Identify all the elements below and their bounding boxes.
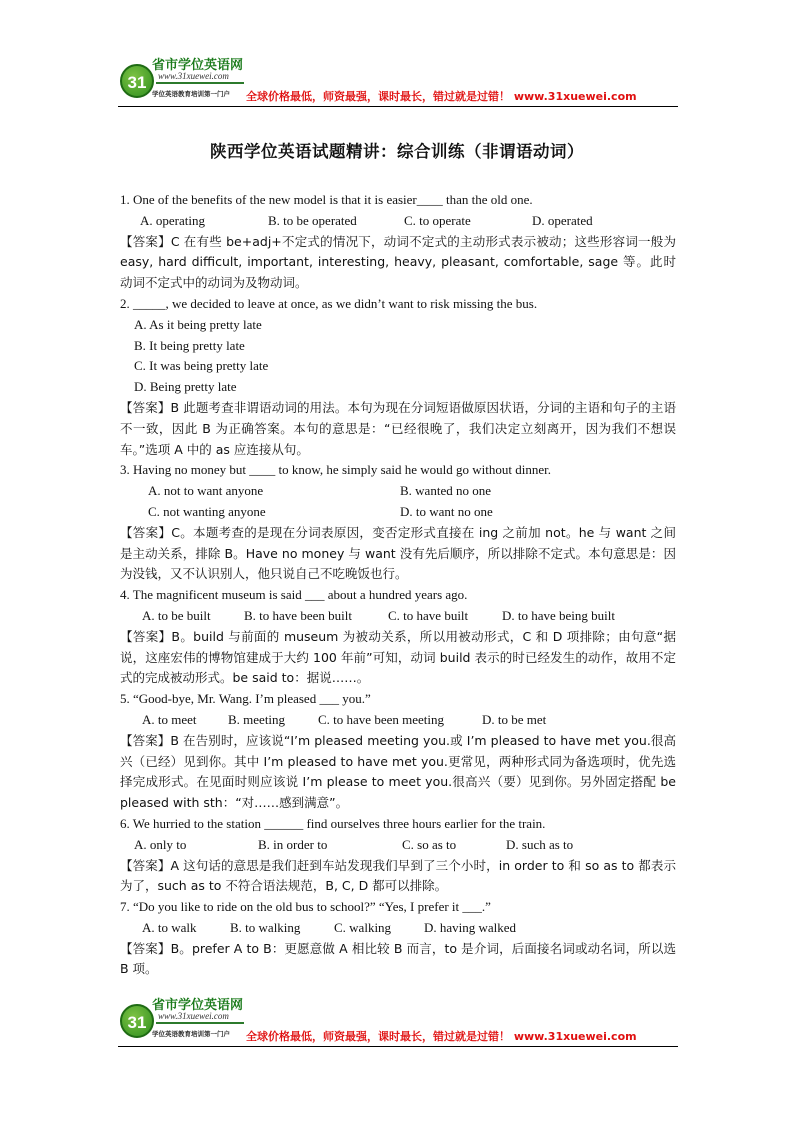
logo-url: www.31xuewei.com: [158, 1011, 229, 1021]
question-options: [120, 918, 676, 939]
question-stem: 7. “Do you like to ride on the old bus to school?” “Yes, I prefer it ___.”: [120, 899, 491, 915]
footer-rule: [118, 1046, 678, 1047]
option-d: D. such as to: [506, 836, 574, 852]
option-a: A. As it being pretty late: [134, 316, 262, 332]
option-b: B. It being pretty late: [134, 337, 245, 353]
option-c: C. to have built: [388, 607, 469, 623]
answer-explanation: 【答案】B。prefer A to B：更愿意做 A 相比较 B 而言，to 是介词，后面接名词或动名词，所以选 B 项。: [120, 940, 676, 977]
site-logo[interactable]: [118, 994, 258, 1046]
logo-site-name: 省市学位英语网: [152, 58, 244, 73]
option-b: B. to be operated: [268, 212, 357, 228]
question-options: [120, 606, 676, 627]
question-stem: 3. Having no money but ____ to know, he simply said he would go without dinner.: [120, 462, 552, 478]
question-options: [120, 710, 676, 731]
option-b: B. in order to: [258, 836, 328, 852]
option-c: C. to have been meeting: [318, 711, 444, 727]
footer-slogan: 全球价格最低，师资最强，课时最长，错过就是过错！ www.31xuewei.com: [246, 1030, 637, 1043]
option-d: D. operated: [532, 212, 593, 228]
option-d: D. to be met: [482, 711, 547, 727]
page-header: [118, 54, 678, 110]
question-options: [120, 835, 676, 856]
document-body: [120, 190, 676, 980]
logo-badge: 31: [120, 1004, 154, 1038]
option-c: C. so as to: [402, 836, 457, 852]
header-slogan: 全球价格最低，师资最强，课时最长，错过就是过错！ www.31xuewei.com: [246, 90, 637, 103]
option-d: D. to want no one: [400, 503, 493, 519]
logo-site-name: 省市学位英语网: [152, 998, 244, 1013]
option-b: B. meeting: [228, 711, 286, 727]
option-c: C. not wanting anyone: [148, 503, 266, 519]
answer-explanation: 【答案】B 在告别时，应该说“I’m pleased meeting you.或 I’m pleased to have met you.很高兴（已经）见到你。其中 I’m pleased to have met you.更常见，两种形式同为备选项时，优先选择完成形式。在见面时则应该说 I’m please to meet you.很高兴（要）见到你。另外固定搭配 be pleased with sth：“对……感到满意”。: [120, 732, 676, 811]
logo-url: www.31xuewei.com: [158, 71, 229, 81]
option-b: B. to walking: [230, 919, 301, 935]
question-stem: 5. “Good-bye, Mr. Wang. I’m pleased ___ you.”: [120, 691, 371, 707]
question-stem: 2. _____, we decided to leave at once, as we didn’t want to risk missing the bus.: [120, 295, 538, 311]
option-b: B. wanted no one: [400, 483, 491, 499]
option-a: A. to be built: [142, 607, 211, 623]
question-stem: 6. We hurried to the station ______ find ourselves three hours earlier for the train.: [120, 815, 546, 831]
option-d: D. Being pretty late: [134, 379, 237, 395]
answer-explanation: 【答案】C。本题考查的是现在分词表原因，变否定形式直接在 ing 之前加 not。he 与 want 之间是主动关系，排除 B。Have no money 与 want 没有先后顺序，所以排除不定式。本句意思是：因为没钱，又不认识别人，他只说自己不吃晚饭也行。: [120, 524, 676, 582]
question-stem: 1. One of the benefits of the new model is that it is easier____ than the old one.: [120, 192, 533, 207]
logo-underline: [156, 82, 244, 84]
option-a: A. to walk: [142, 919, 197, 935]
option-b: B. to have been built: [244, 607, 352, 623]
option-d: D. having walked: [424, 919, 517, 935]
option-c: C. It was being pretty late: [134, 358, 269, 374]
option-c: C. to operate: [404, 212, 471, 228]
answer-explanation: 【答案】A 这句话的意思是我们赶到车站发现我们早到了三个小时，in order to 和 so as to 都表示为了，such as to 不符合语法规范，B, C, D 都可以排除。: [120, 857, 676, 894]
header-rule: [118, 106, 678, 107]
option-c: C. walking: [334, 919, 392, 935]
page-title: 陕西学位英语试题精讲：综合训练（非谓语动词）: [210, 142, 584, 161]
page-footer: [118, 994, 678, 1050]
question-options: [120, 211, 676, 232]
question-stem: 4. The magnificent museum is said ___ about a hundred years ago.: [120, 587, 468, 603]
answer-explanation: 【答案】B 此题考查非谓语动词的用法。本句为现在分词短语做原因状语，分词的主语和句子的主语不一致，因此 B 为正确答案。本句的意思是：“已经很晚了，我们决定立刻离开，因为我们不想误车。”选项 A 中的 as 应连接从句。: [120, 399, 676, 457]
option-a: A. not to want anyone: [148, 483, 264, 499]
logo-underline: [156, 1022, 244, 1024]
question-options: [120, 502, 676, 523]
logo-tagline: 学位英语教育培训第一门户: [152, 1030, 230, 1038]
option-a: A. to meet: [142, 711, 197, 727]
option-a: A. only to: [134, 836, 187, 852]
logo-tagline: 学位英语教育培训第一门户: [152, 90, 230, 98]
option-d: D. to have being built: [502, 607, 616, 623]
answer-explanation: 【答案】B。build 与前面的 museum 为被动关系，所以用被动形式，C 和 D 项排除；由句意“据说，这座宏伟的博物馆建成于大约 100 年前”可知，动词 build 表示的时已经发生的动作，故用不定式的完成被动形式。be said to：据说……。: [120, 628, 676, 686]
option-a: A. operating: [140, 212, 205, 228]
answer-explanation: 【答案】C 在有些 be+adj+不定式的情况下，动词不定式的主动形式表示被动；这些形容词一般为 easy, hard difficult, important, interesting, heavy, pleasant, comfortable, sage 等。此时动词不定式中的动词为及物动词。: [120, 233, 676, 291]
logo-badge: 31: [120, 64, 154, 98]
question-options: [120, 481, 676, 502]
site-logo[interactable]: [118, 54, 258, 106]
